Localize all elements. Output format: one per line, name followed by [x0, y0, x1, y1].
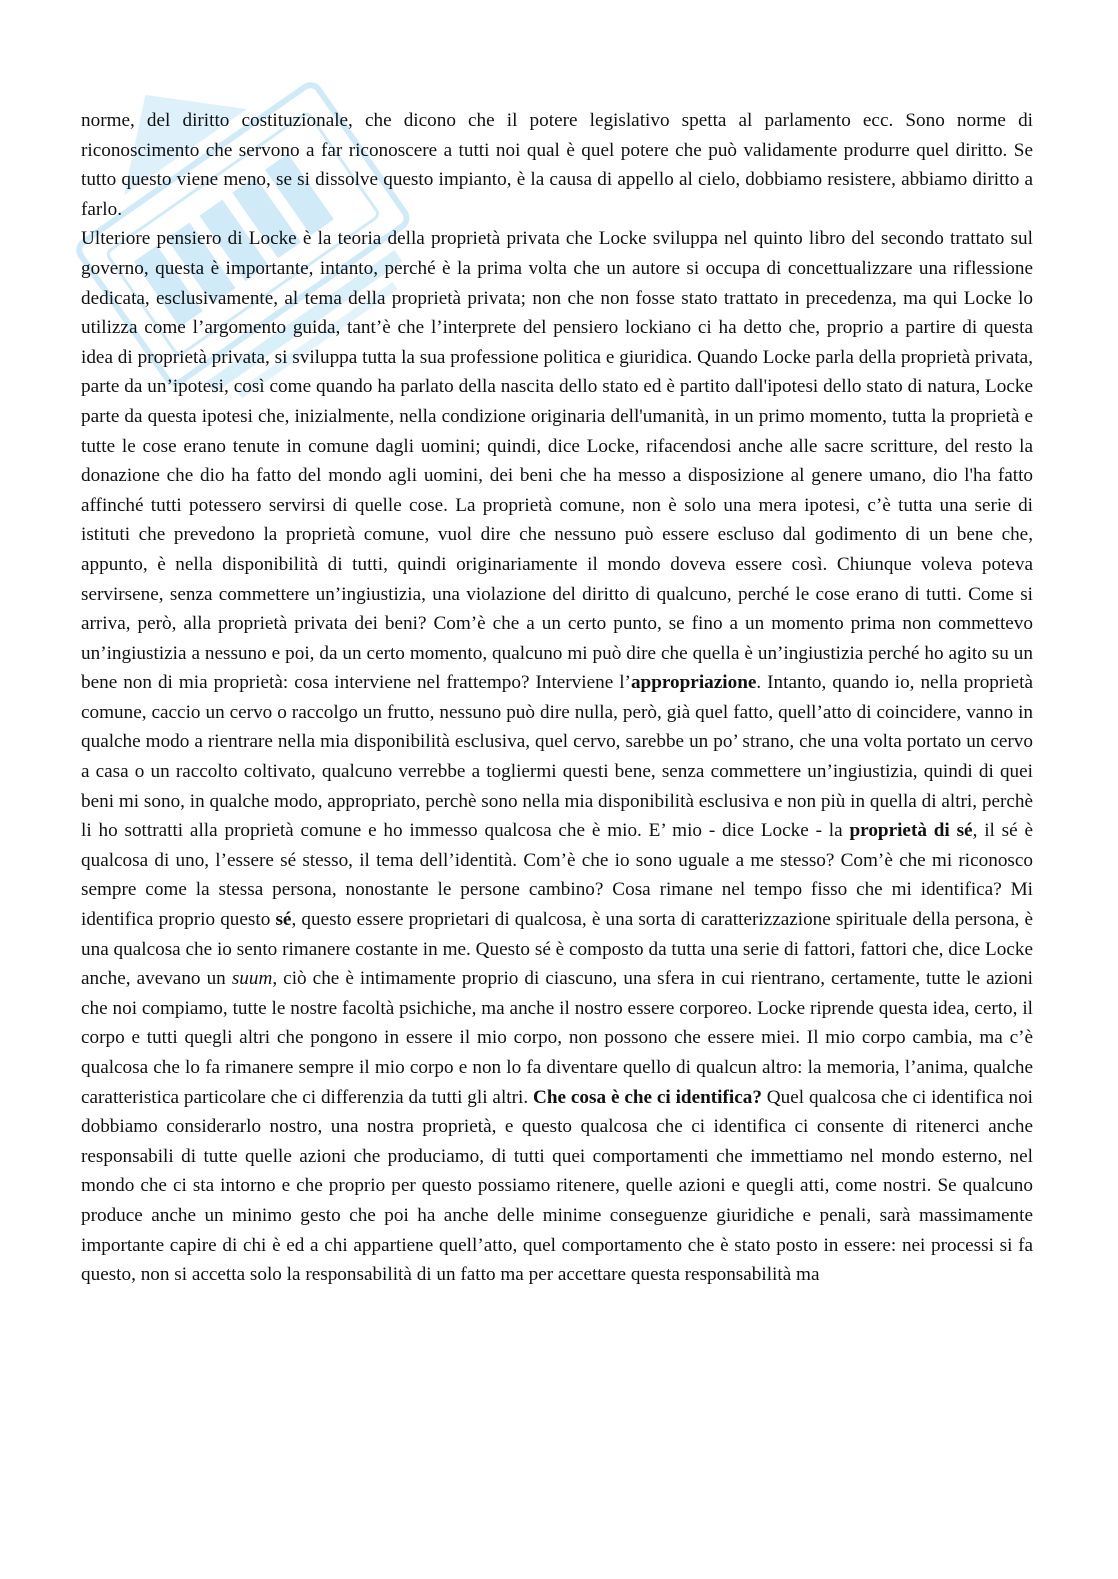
text-run: . Intanto, quando io, nella proprietà comune, caccio un cervo o raccolgo un frutto, nessuno può dire nulla, però, già quel fatto, quell’atto di coincidere, vanno in qualche modo a rientrare nella mia disponibilità esclusiva, quel cervo, sarebbe un po’ strano, che una volta portato un cervo a casa o un raccolto coltivato, qualcuno verrebbe a togliermi questi bene, senza commettere un’ingiustizia, quindi di quei beni mi sono, in qualche modo, appropriato, perchè sono nella mia disponibilità esclusiva e non più in quella di altri, perchè li ho sottratti alla proprietà comune e ho immesso qualcosa che è mio. E’ mio - dice Locke - la	[81, 672, 1033, 842]
text-run: Quel qualcosa che ci identifica noi dobbiamo considerarlo nostro, una nostra proprietà, e questo qualcosa che ci identifica ci consente di ritenerci anche responsabili di tutte quelle azioni che produciamo, di tutti quei comportamenti che immettiamo nel mondo esterno, nel mondo che ci sta intorno e che proprio per questo possiamo ritenere, quelle azioni e quegli atti, come nostri. Se qualcuno produce anche un minimo gesto che poi ha anche delle minime conseguenze giuridiche e penali, sarà massimamente importante capire di chi è ed a chi appartiene quell’atto, quel comportamento che è stato posto in essere: nei processi si fa questo, non si accetta solo la responsabilità di un fatto ma per accettare questa responsabilità ma	[81, 1086, 1033, 1286]
body-text	[81, 106, 1033, 1290]
text-run: norme, del diritto costituzionale, che dicono che il potere legislativo spetta al parlamento ecc. Sono norme di riconoscimento che servono a far riconoscere a tutti noi qual è quel potere che può validamente produrre quel diritto. Se tutto questo viene meno, se si dissolve questo impianto, è la causa di appello al cielo, dobbiamo resistere, abbiamo diritto a farlo.	[81, 110, 1033, 220]
paragraph	[81, 224, 1033, 1289]
italic-text: suum	[231, 968, 273, 990]
text-run: , il sé è qualcosa di uno, l’essere sé stesso, il tema dell’identità. Com’è che io sono uguale a me stesso? Com’è che mi riconosco sempre come la stessa persona, nonostante le persone cambino? Cosa rimane nel tempo fisso che mi identifica? Mi identifica proprio questo	[81, 820, 1033, 931]
bold-text: proprietà di sé	[849, 820, 973, 842]
paragraph	[81, 106, 1033, 224]
text-run: , ciò che è intimamente proprio di ciascuno, una sfera in cui rientrano, certamente, tutte le azioni che noi compiamo, tutte le nostre facoltà psichiche, ma anche il nostro essere corporeo. Locke riprende questa idea, certo, il corpo e tutti quegli altri che pongono in essere il mio corpo, non possono che essere miei. Il mio corpo cambia, ma c’è qualcosa che lo fa rimanere sempre il mio corpo e non lo fa diventare quello di qualcun altro: la memoria, l’anima, qualche caratteristica particolare che ci differenzia da tutti gli altri.	[81, 968, 1033, 1108]
bold-text: sé	[275, 909, 292, 931]
text-run: , questo essere proprietari di qualcosa, è una sorta di caratterizzazione spirituale della persona, è una qualcosa che io sento rimanere costante in me. Questo sé è composto da tutta una serie di fattori, fattori che, dice Locke anche, avevano un	[81, 909, 1033, 990]
bold-text: Che cosa è che ci identifica?	[533, 1086, 762, 1108]
bold-text: appropriazione	[630, 672, 757, 694]
text-run: Ulteriore pensiero di Locke è la teoria della proprietà privata che Locke sviluppa nel quinto libro del secondo trattato sul governo, questa è importante, intanto, perché è la prima volta che un autore si occupa di concettualizzare una riflessione dedicata, esclusivamente, al tema della proprietà privata; non che non fosse stato trattato in precedenza, ma qui Locke lo utilizza come l’argomento guida, tant’è che l’interprete del pensiero lockiano ci ha detto che, proprio a partire di questa idea di proprietà privata, si sviluppa tutta la sua professione politica e giuridica. Quando Locke parla della proprietà privata, parte da un’ipotesi, così come quando ha parlato della nascita dello stato ed è partito dall'ipotesi dello stato di natura, Locke parte da questa ipotesi che, inizialmente, nella condizione originaria dell'umanità, in un primo momento, tutta la proprietà e tutte le cose erano tenute in comune dagli uomini; quindi, dice Locke, rifacendosi anche alle sacre scritture, del resto la donazione che dio ha fatto del mondo agli uomini, dei beni che ha messo a disposizione al genere umano, dio l'ha fatto affinché tutti potessero servirsi di quelle cose. La proprietà comune, non è solo una mera ipotesi, c’è tutta una serie di istituti che prevedono la proprietà comune, vuol dire che nessuno può essere escluso dal godimento di un bene che, appunto, è nella disponibilità di tutti, quindi originariamente il mondo doveva essere così. Chiunque voleva poteva servirsene, senza commettere un’ingiustizia, una violazione del diritto di qualcuno, perché le cose erano di tutti. Come si arriva, però, alla proprietà privata dei beni? Com’è che a un certo punto, se fino a un momento prima non commettevo un’ingiustizia a nessuno e poi, da un certo momento, qualcuno mi può dire che quella è un’ingiustizia perché ho agito su un bene non di mia proprietà: cosa interviene nel frattempo? Interviene l’	[81, 228, 1033, 694]
